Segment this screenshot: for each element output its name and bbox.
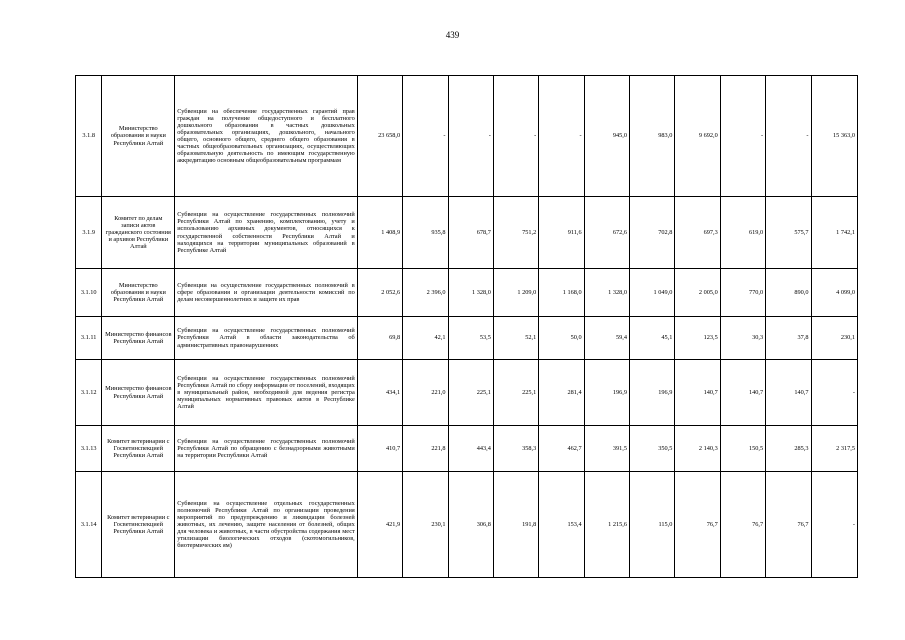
row-value: 350,5	[630, 426, 675, 472]
row-value: 115,0	[630, 472, 675, 578]
row-organization: Комитет по делам записи актов гражданского состояния и архивов Республики Алтай	[102, 197, 175, 269]
row-value: 678,7	[448, 197, 493, 269]
row-code: 3.1.8	[76, 76, 102, 197]
row-value: 281,4	[539, 360, 584, 426]
row-value: 221,8	[403, 426, 448, 472]
table-row	[76, 472, 858, 578]
row-value: 37,8	[766, 317, 811, 360]
row-value: 50,0	[539, 317, 584, 360]
row-value: 619,0	[720, 197, 765, 269]
row-value: 702,8	[630, 197, 675, 269]
row-value: 945,0	[584, 76, 629, 197]
row-value: 140,7	[766, 360, 811, 426]
row-value: 1 328,0	[584, 269, 629, 317]
row-value: 153,4	[539, 472, 584, 578]
row-value: 69,8	[357, 317, 402, 360]
row-value: 1 209,0	[493, 269, 538, 317]
budget-table	[75, 75, 858, 578]
row-value: 391,5	[584, 426, 629, 472]
row-value: 140,7	[720, 360, 765, 426]
row-value: 2 140,3	[675, 426, 720, 472]
row-value: -	[448, 76, 493, 197]
row-value: 770,0	[720, 269, 765, 317]
table-row	[76, 317, 858, 360]
row-description: Субвенции на обеспечение государственных гарантий прав граждан на получение общедоступного и бесплатного дошкольного образования в частных дошкольных образовательных организациях, дошкольного, начального общего, основного общего, среднего общего образования в частных общеобразовательных организациях, осуществляющих образовательную деятельность по имеющим государственную аккредитацию основным общеобразовательным программам	[175, 76, 358, 197]
row-value: 123,5	[675, 317, 720, 360]
row-value: -	[766, 76, 811, 197]
row-code: 3.1.13	[76, 426, 102, 472]
row-value: 697,3	[675, 197, 720, 269]
row-value: 1 408,9	[357, 197, 402, 269]
row-code: 3.1.9	[76, 197, 102, 269]
row-value: 221,0	[403, 360, 448, 426]
row-value: 911,6	[539, 197, 584, 269]
row-value: 935,8	[403, 197, 448, 269]
row-organization: Министерство образования и науки Республики Алтай	[102, 76, 175, 197]
row-organization: Министерство финансов Республики Алтай	[102, 317, 175, 360]
row-value: 4 099,0	[811, 269, 858, 317]
row-description: Субвенции на осуществление государственных полномочий в сфере образования и организации деятельности комиссий по делам несовершеннолетних и защите их прав	[175, 269, 358, 317]
row-value: -	[403, 76, 448, 197]
row-description: Субвенции на осуществление отдельных государственных полномочий Республики Алтай по организации проведения мероприятий по предупреждению и ликвидации болезней животных, их лечению, защите населения от болезней, общих для человека и животных, в части обустройства содержания мест утилизации биологических отходов (скотомогильников, биотермических ям)	[175, 472, 358, 578]
row-value: 1 168,0	[539, 269, 584, 317]
row-value: -	[811, 472, 858, 578]
table-row	[76, 360, 858, 426]
row-value: -	[539, 76, 584, 197]
row-value: 2 396,0	[403, 269, 448, 317]
row-value: 9 692,0	[675, 76, 720, 197]
row-value: 358,3	[493, 426, 538, 472]
row-value: 76,7	[766, 472, 811, 578]
row-value: 140,7	[675, 360, 720, 426]
row-code: 3.1.12	[76, 360, 102, 426]
row-value: 30,3	[720, 317, 765, 360]
row-value: -	[720, 76, 765, 197]
row-value: 575,7	[766, 197, 811, 269]
page-number: 439	[445, 30, 460, 40]
row-value: 225,1	[493, 360, 538, 426]
row-value: 421,9	[357, 472, 402, 578]
row-value: 983,0	[630, 76, 675, 197]
row-value: -	[493, 76, 538, 197]
row-value: 191,8	[493, 472, 538, 578]
row-value: 76,7	[675, 472, 720, 578]
row-value: 434,1	[357, 360, 402, 426]
row-value: 230,1	[811, 317, 858, 360]
row-organization: Министерство финансов Республики Алтай	[102, 360, 175, 426]
row-value: 1 049,0	[630, 269, 675, 317]
row-value: 2 005,0	[675, 269, 720, 317]
row-description: Субвенции на осуществление государственных полномочий Республики Алтай по хранению, комплектованию, учету и использованию архивных документов, относящихся к государственной собственности Республики Алтай и находящихся на территории муниципальных образований в Республике Алтай	[175, 197, 358, 269]
row-value: 196,9	[584, 360, 629, 426]
row-value: 53,5	[448, 317, 493, 360]
row-value: 42,1	[403, 317, 448, 360]
row-value: 306,8	[448, 472, 493, 578]
row-organization: Министерство образования и науки Республики Алтай	[102, 269, 175, 317]
table-row	[76, 197, 858, 269]
row-value: 751,2	[493, 197, 538, 269]
row-value: 1 328,0	[448, 269, 493, 317]
row-value: 52,1	[493, 317, 538, 360]
row-value: 672,6	[584, 197, 629, 269]
row-value: 76,7	[720, 472, 765, 578]
row-value: 443,4	[448, 426, 493, 472]
row-value: 15 363,0	[811, 76, 858, 197]
row-code: 3.1.10	[76, 269, 102, 317]
row-organization: Комитет ветеринарии с Госветинспекцией Республики Алтай	[102, 426, 175, 472]
row-value: 23 658,0	[357, 76, 402, 197]
row-value: 1 742,1	[811, 197, 858, 269]
row-code: 3.1.14	[76, 472, 102, 578]
row-code: 3.1.11	[76, 317, 102, 360]
row-value: 285,3	[766, 426, 811, 472]
row-value: 890,0	[766, 269, 811, 317]
row-value: 45,1	[630, 317, 675, 360]
row-organization: Комитет ветеринарии с Госветинспекцией Республики Алтай	[102, 472, 175, 578]
table-row	[76, 426, 858, 472]
row-value: -	[811, 360, 858, 426]
row-value: 410,7	[357, 426, 402, 472]
row-value: 196,9	[630, 360, 675, 426]
row-description: Субвенции на осуществление государственных полномочий Республики Алтай в области законодательства об административных правонарушениях	[175, 317, 358, 360]
row-value: 1 215,6	[584, 472, 629, 578]
row-value: 59,4	[584, 317, 629, 360]
row-description: Субвенции на осуществление государственных полномочий Республики Алтай по обращению с безнадзорными животными на территории Республики Алтай	[175, 426, 358, 472]
row-value: 225,1	[448, 360, 493, 426]
row-value: 230,1	[403, 472, 448, 578]
row-value: 2 317,5	[811, 426, 858, 472]
row-value: 2 052,6	[357, 269, 402, 317]
table-row	[76, 76, 858, 197]
row-description: Субвенции на осуществление государственных полномочий Республики Алтай по сбору информации от поселений, входящих в муниципальный район, необходимой для ведения регистра муниципальных нормативных правовых актов в Республике Алтай	[175, 360, 358, 426]
table-row	[76, 269, 858, 317]
row-value: 150,5	[720, 426, 765, 472]
row-value: 462,7	[539, 426, 584, 472]
